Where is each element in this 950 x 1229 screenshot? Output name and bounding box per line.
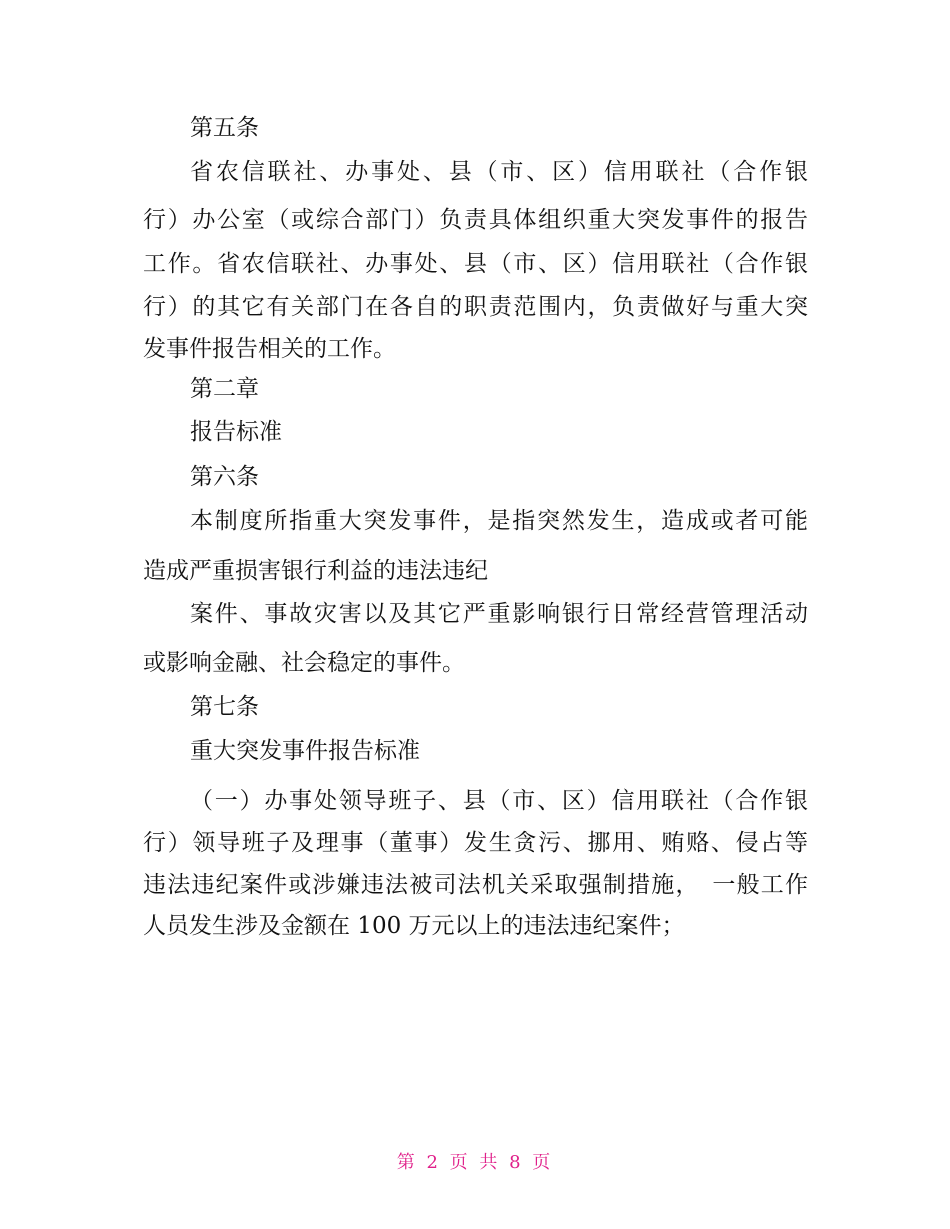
paragraph-line: 行）的其它有关部门在各自的职责范围内，负责做好与重大突 (143, 294, 808, 320)
paragraph-line: 案件、事故灾害以及其它严重影响银行日常经营管理活动 (190, 601, 808, 627)
page-number-footer: 第 2 页 共 8 页 (396, 1152, 554, 1173)
chapter-2-heading: 第二章 (190, 376, 259, 402)
article-5-heading: 第五条 (190, 115, 259, 141)
article-6-heading: 第六条 (190, 464, 259, 490)
paragraph-line: （一）办事处领导班子、县（市、区）信用联社（合作银 (190, 788, 808, 814)
chapter-2-title: 报告标准 (190, 419, 282, 445)
paragraph-line: 省农信联社、办事处、县（市、区）信用联社（合作银 (190, 159, 808, 185)
paragraph-line: 行）领导班子及理事（董事）发生贪污、挪用、贿赂、侵占等 (143, 830, 808, 856)
paragraph-line: 发事件报告相关的工作。 (143, 336, 396, 362)
paragraph-line: 行）办公室（或综合部门）负责具体组织重大突发事件的报告 (143, 207, 808, 233)
paragraph-line: 违法违纪案件或涉嫌违法被司法机关采取强制措施， 一般工作 (143, 872, 808, 898)
article-7-title: 重大突发事件报告标准 (190, 738, 420, 764)
paragraph-line: 工作。省农信联社、办事处、县（市、区）信用联社（合作银 (143, 251, 808, 277)
article-7-heading: 第七条 (190, 694, 259, 720)
paragraph-line: 造成严重损害银行利益的违法违纪 (143, 558, 488, 584)
paragraph-line: 本制度所指重大突发事件，是指突然发生，造成或者可能 (190, 508, 808, 534)
paragraph-line: 人员发生涉及金额在 100 万元以上的违法违纪案件； (143, 913, 685, 939)
paragraph-line: 或影响金融、社会稳定的事件。 (143, 650, 465, 676)
